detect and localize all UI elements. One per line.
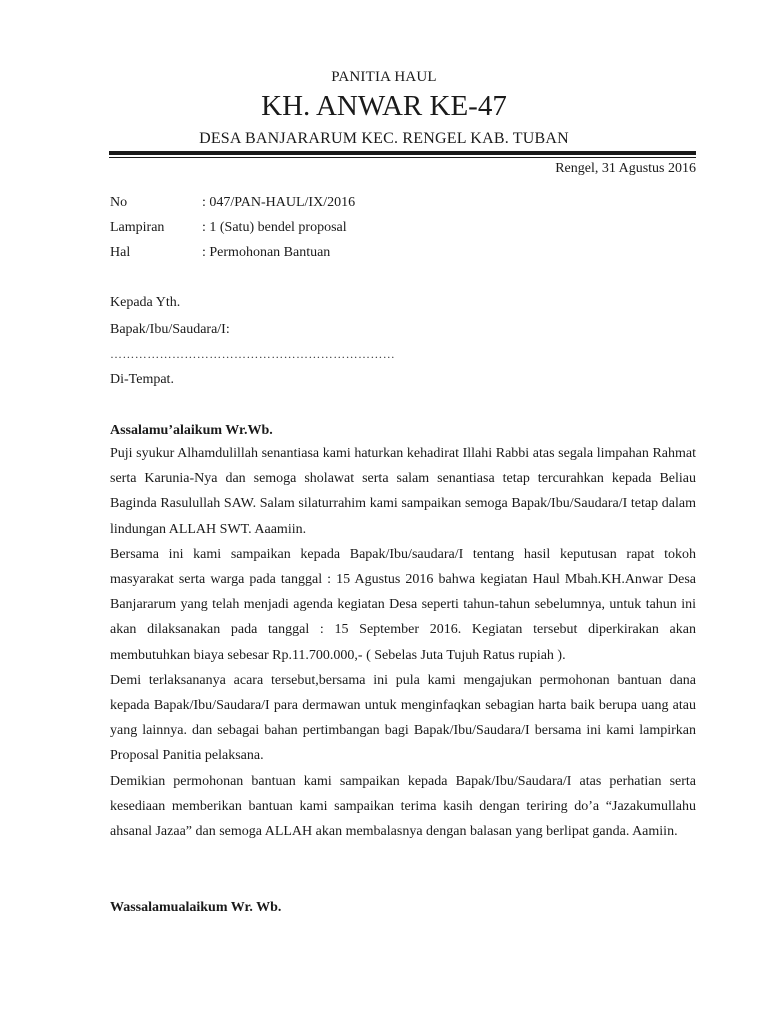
letterhead-divider-thick xyxy=(109,151,696,155)
paragraph-decision: Bersama ini kami sampaikan kepada Bapak/Ibu/saudara/I tentang hasil keputusan rapat tokoh masyarakat serta warga pada tanggal : 15 Agustus 2016 bahwa kegiatan Haul Mbah.KH.Anwar Desa Banjararum yang telah menjadi agenda kegiatan Desa seperti tahun-tahun sebelumnya, untuk tahun ini akan dilaksanakan pada tanggal : 15 September 2016. Kegiatan tersebut diperkirakan akan membutuhkan biaya sebesar Rp.11.700.000,- ( Sebelas Juta Tujuh Ratus rupiah ). xyxy=(110,546,696,663)
meta-label: Hal xyxy=(110,245,131,260)
letterhead-committee: PANITIA HAUL xyxy=(331,69,437,85)
letterhead-title: KH. ANWAR KE-47 xyxy=(261,90,507,122)
meta-value: : 1 (Satu) bendel proposal xyxy=(202,220,347,235)
recipient-name-blank: …………………………………………………………… xyxy=(110,347,396,361)
letter-date: Rengel, 31 Agustus 2016 xyxy=(555,161,696,176)
meta-row-number xyxy=(110,193,355,213)
meta-value: : Permohonan Bantuan xyxy=(202,245,331,260)
recipient-name-label: Bapak/Ibu/Saudara/I: xyxy=(110,322,230,337)
paragraph-closing: Demikian permohonan bantuan kami sampaikan kepada Bapak/Ibu/Saudara/I atas perhatian serta kesediaan memberikan bantuan kami sampaikan terima kasih dengan teriring do’a “Jazakumullahu ahsanal Jazaa” dan semoga ALLAH akan membalasnya dengan balasan yang berlipat ganda. Aamiin. xyxy=(110,773,696,840)
letterhead-divider-thin xyxy=(109,157,696,158)
greeting: Assalamu’alaikum Wr.Wb. xyxy=(110,423,273,438)
recipient-place: Di-Tempat. xyxy=(110,372,174,387)
meta-value: : 047/PAN-HAUL/IX/2016 xyxy=(202,195,356,210)
paragraph-request: Demi terlaksananya acara tersebut,bersama ini pula kami mengajukan permohonan bantuan dana kepada Bapak/Ibu/Saudara/I para dermawan untuk menginfaqkan sebagian harta baik berupa uang atau yang lainnya. dan sebagai bahan pertimbangan bagi Bapak/Ibu/Saudara/I bersama ini kami lampirkan Proposal Panitia pelaksana. xyxy=(110,672,696,764)
recipient-salutation: Kepada Yth. xyxy=(110,295,181,310)
meta-row-subject xyxy=(110,243,330,263)
meta-label: No xyxy=(110,195,128,210)
closing-greeting: Wassalamualaikum Wr. Wb. xyxy=(110,900,282,915)
letterhead-address: DESA BANJARARUM KEC. RENGEL KAB. TUBAN xyxy=(199,130,569,147)
meta-row-attachment xyxy=(110,218,347,238)
meta-label: Lampiran xyxy=(110,220,165,235)
letter-body xyxy=(110,441,696,844)
paragraph-opening: Puji syukur Alhamdulillah senantiasa kami haturkan kehadirat Illahi Rabbi atas segala limpahan Rahmat serta Karunia-Nya dan semoga sholawat serta salam senantiasa tetap tercurahkan kepada Beliau Baginda Rasulullah SAW. Salam silaturrahim kami sampaikan semoga Bapak/Ibu/Saudara/I tetap dalam lindungan ALLAH SWT. Aaamiin. xyxy=(110,446,696,537)
